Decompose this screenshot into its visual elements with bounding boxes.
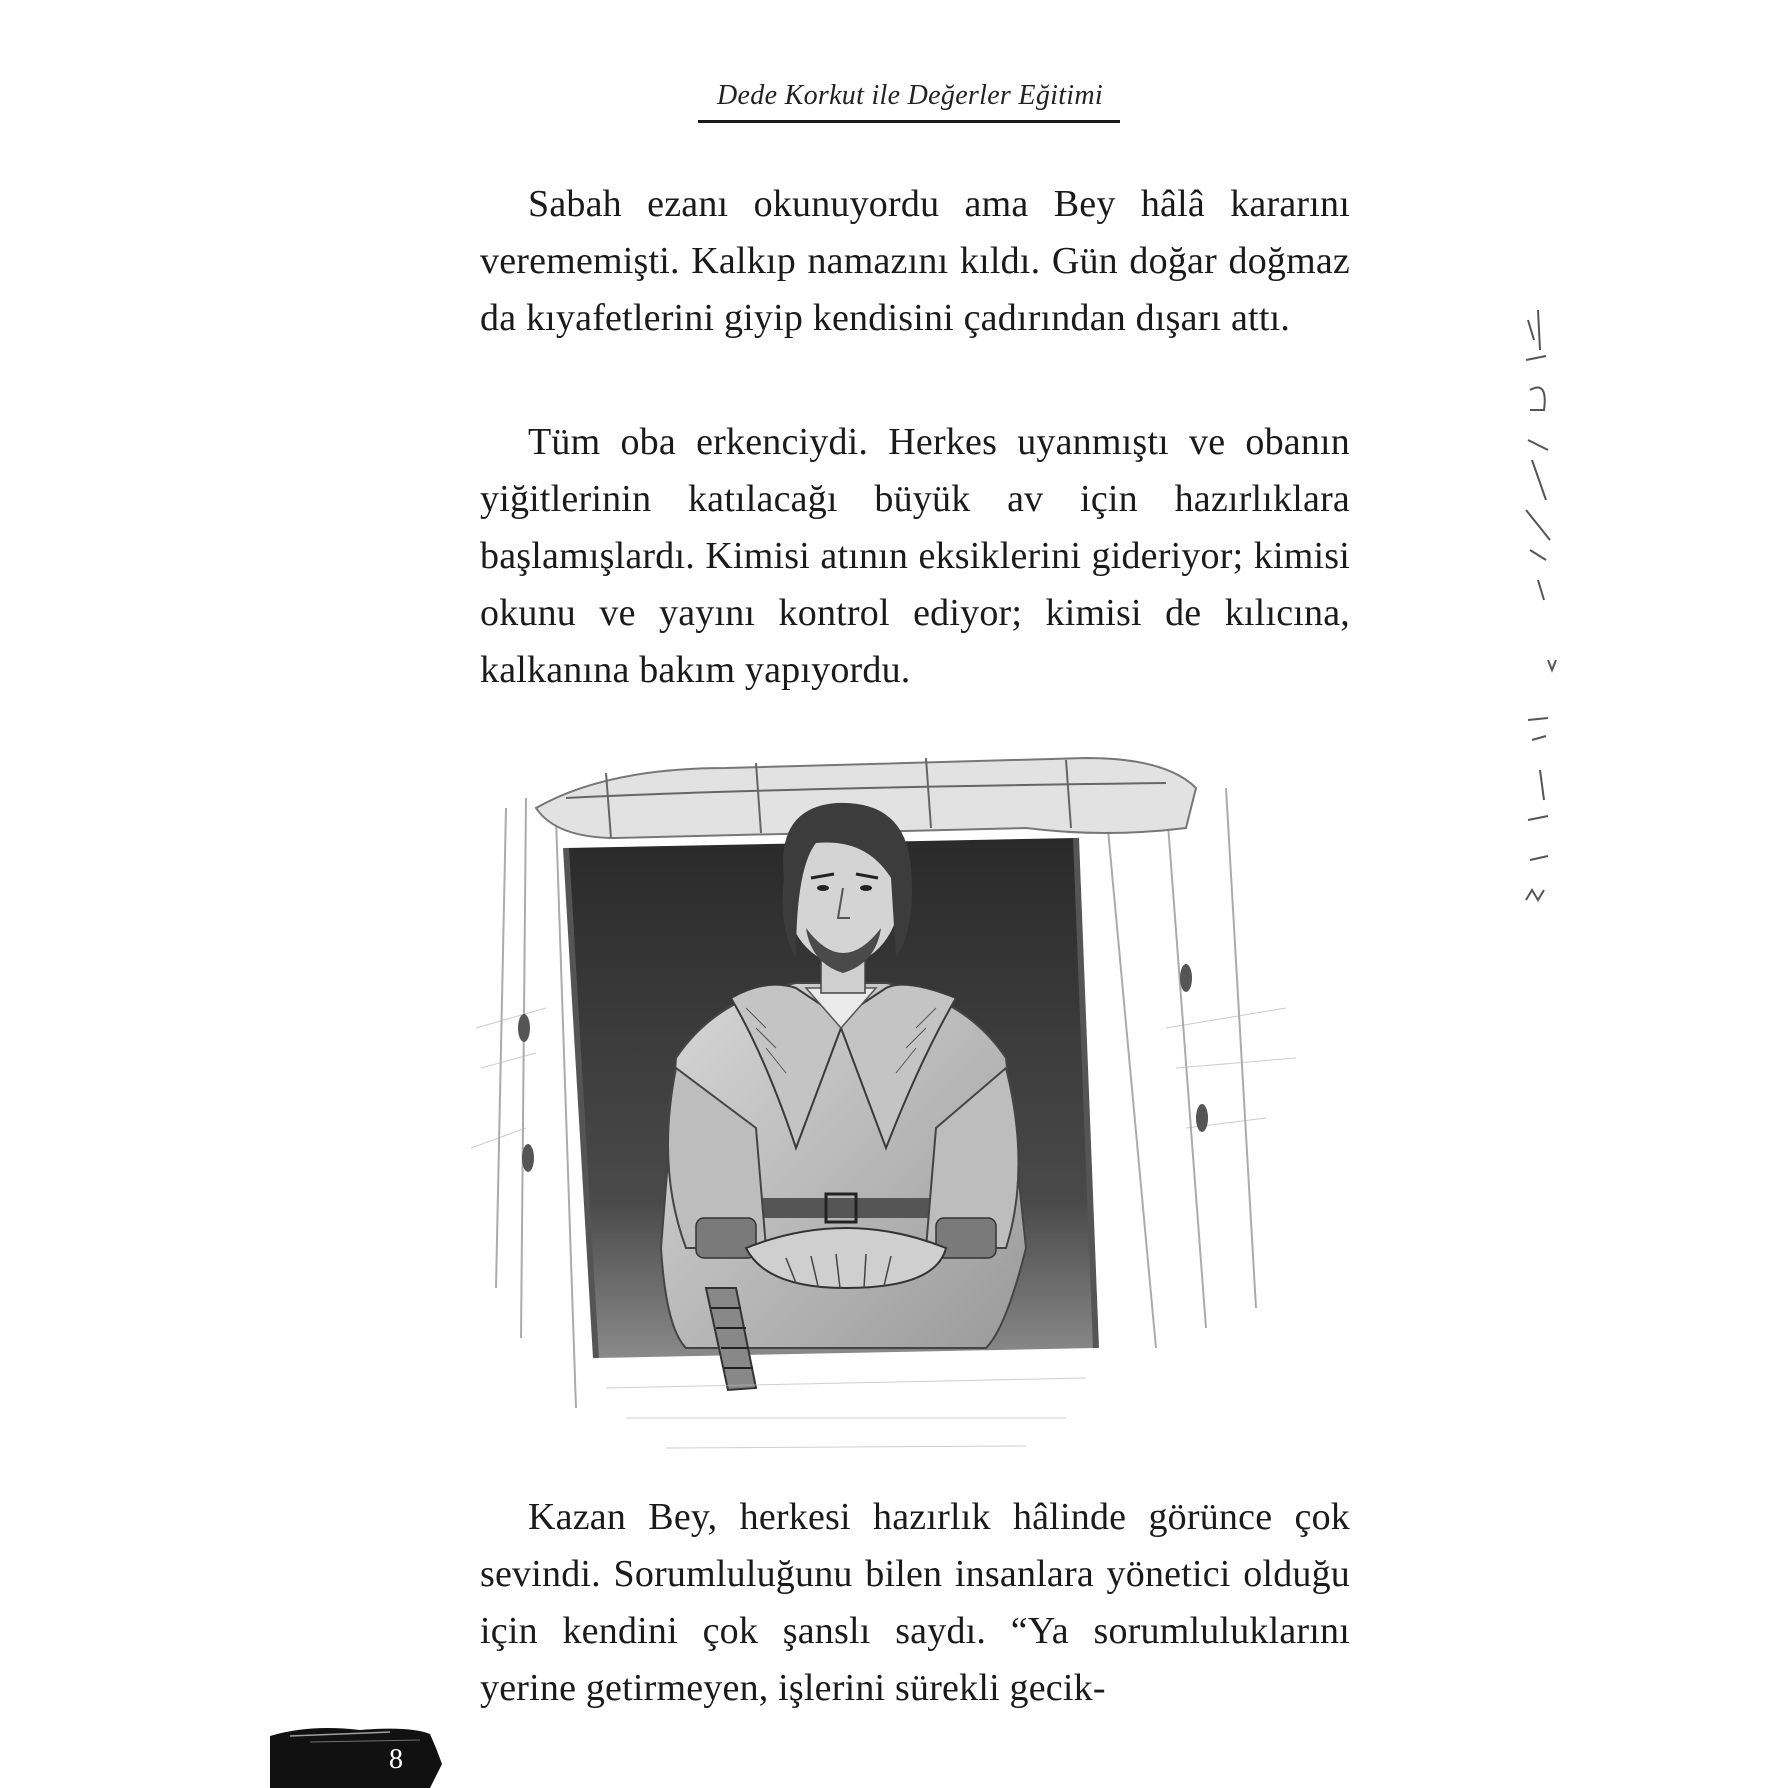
- paragraph-2: Tüm oba erkenciydi. Herkes uyanmıştı ve obanın yiğitlerinin katılacağı büyük av için hazırlıklara başlamışlardı. Kimisi atının eksiklerini gideriyor; kimisi okunu ve yayını kontrol ediyor; kimisi de kılıcına, kalkanına bakım yapıyordu.: [480, 421, 1350, 691]
- paragraph-1: Sabah ezanı okunuyordu ama Bey hâlâ kararını verememişti. Kalkıp namazını kıldı. Gün doğar doğmaz da kıyafetlerini giyip kendisini çadırından dışarı attı.: [480, 183, 1350, 339]
- paragraph-3: Kazan Bey, herkesi hazırlık hâlinde görünce çok sevindi. Sorumluluğunu bilen insanlara yönetici olduğu için kendini çok şanslı saydı. “Ya sorumluluklarını yerine getirmeyen, işlerini sürekli gecik-: [480, 1496, 1350, 1709]
- running-head-rule: [698, 120, 1120, 123]
- page-number: 8: [389, 1744, 403, 1775]
- side-sketch-strip: [1518, 300, 1558, 920]
- pencil-sketch-illustration: [466, 728, 1328, 1488]
- running-head: Dede Korkut ile Değerler Eğitimi: [717, 80, 1103, 111]
- page-number-tab: [270, 1724, 442, 1788]
